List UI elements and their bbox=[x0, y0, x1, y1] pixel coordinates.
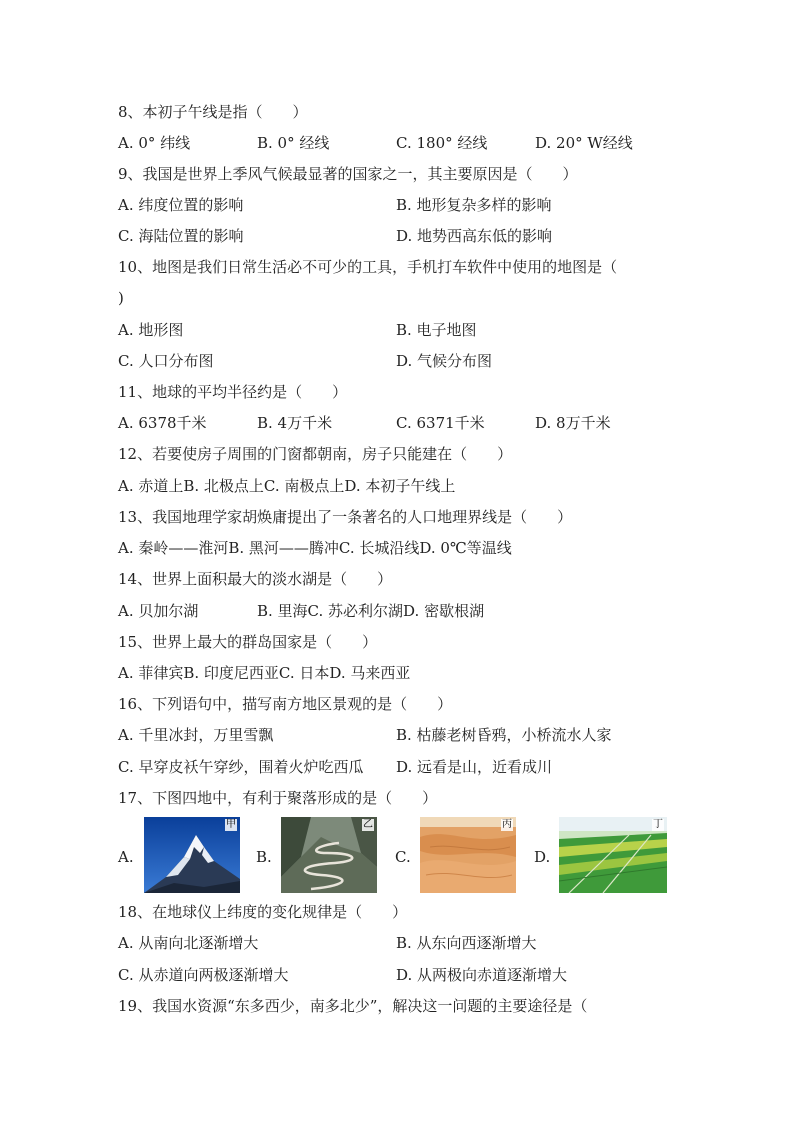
option-d: D. 地势西高东低的影响 bbox=[396, 227, 553, 245]
option-a-tag: 甲 bbox=[226, 819, 236, 830]
option-c: C. 从赤道向两极逐渐增大 bbox=[118, 966, 289, 984]
question-15-stem: 15、世界上最大的群岛国家是（ ） bbox=[118, 633, 378, 651]
option-c: C. 海陆位置的影响 bbox=[118, 227, 244, 245]
option-bcd: B. 里海C. 苏必利尔湖D. 密歇根湖 bbox=[257, 602, 485, 620]
question-16-stem: 16、下列语句中，描写南方地区景观的是（ ） bbox=[118, 695, 453, 713]
option-b: B. 枯藤老树昏鸦，小桥流水人家 bbox=[396, 726, 612, 744]
question-12-stem: 12、若要使房子周围的门窗都朝南，房子只能建在（ ） bbox=[118, 445, 513, 463]
option-b: B. 从东向西逐渐增大 bbox=[396, 934, 537, 952]
option-c-label: C. bbox=[395, 848, 411, 866]
option-a: A. 6378千米 bbox=[118, 414, 207, 432]
option-b-label: B. bbox=[256, 848, 272, 866]
question-17-image-options bbox=[118, 815, 678, 895]
option-c-tag: 丙 bbox=[502, 819, 512, 830]
option-c: C. 早穿皮袄午穿纱，围着火炉吃西瓜 bbox=[118, 758, 364, 776]
option-a: A. 贝加尔湖 bbox=[118, 602, 199, 620]
option-a: A. 从南向北逐渐增大 bbox=[118, 934, 259, 952]
winding-mountain-road-photo bbox=[281, 817, 377, 893]
option-b-tag: 乙 bbox=[363, 819, 373, 830]
option-b: B. 地形复杂多样的影响 bbox=[396, 196, 552, 214]
option-d: D. 气候分布图 bbox=[396, 352, 493, 370]
question-18-stem: 18、在地球仪上纬度的变化规律是（ ） bbox=[118, 903, 408, 921]
desert-dunes-photo bbox=[420, 817, 516, 893]
question-10-stem: 10、地图是我们日常生活必不可少的工具，手机打车软件中使用的地图是（ bbox=[118, 258, 618, 276]
option-d-tag: 丁 bbox=[653, 819, 663, 830]
option-d: D. 从两极向赤道逐渐增大 bbox=[396, 966, 568, 984]
question-13-stem: 13、我国地理学家胡焕庸提出了一条著名的人口地理界线是（ ） bbox=[118, 508, 573, 526]
option-b: B. 电子地图 bbox=[396, 321, 477, 339]
option-a: A. 0° 纬线 bbox=[118, 134, 191, 152]
option-a: A. 纬度位置的影响 bbox=[118, 196, 244, 214]
question-8-stem: 8、本初子午线是指（ ） bbox=[118, 103, 308, 121]
question-12-options: A. 赤道上B. 北极点上C. 南极点上D. 本初子午线上 bbox=[118, 477, 456, 495]
question-9-stem: 9、我国是世界上季风气候最显著的国家之一，其主要原因是（ ） bbox=[118, 165, 578, 183]
question-15-options: A. 菲律宾B. 印度尼西亚C. 日本D. 马来西亚 bbox=[118, 664, 411, 682]
option-c: C. 6371千米 bbox=[396, 414, 485, 432]
question-14-stem: 14、世界上面积最大的淡水湖是（ ） bbox=[118, 570, 393, 588]
option-b: B. 0° 经线 bbox=[257, 134, 330, 152]
option-d: D. 8万千米 bbox=[535, 414, 611, 432]
option-d: D. 20° W经线 bbox=[535, 134, 633, 152]
question-10-stem-cont: ) bbox=[118, 289, 124, 307]
question-11-stem: 11、地球的平均半径约是（ ） bbox=[118, 383, 348, 401]
question-19-stem: 19、我国水资源“东多西少，南多北少”，解决这一问题的主要途径是（ bbox=[118, 997, 588, 1015]
option-a: A. 地形图 bbox=[118, 321, 184, 339]
snow-mountain-photo bbox=[144, 817, 240, 893]
option-b: B. 4万千米 bbox=[257, 414, 333, 432]
option-d: D. 远看是山，近看成川 bbox=[396, 758, 553, 776]
option-c: C. 人口分布图 bbox=[118, 352, 214, 370]
farmland-plain-photo bbox=[559, 817, 667, 893]
option-a: A. 千里冰封，万里雪飘 bbox=[118, 726, 274, 744]
question-17-stem: 17、下图四地中，有利于聚落形成的是（ ） bbox=[118, 789, 438, 807]
option-a-label: A. bbox=[118, 848, 134, 866]
option-d-label: D. bbox=[534, 848, 551, 866]
option-c: C. 180° 经线 bbox=[396, 134, 488, 152]
question-13-options: A. 秦岭——淮河B. 黑河——腾冲C. 长城沿线D. 0℃等温线 bbox=[118, 539, 512, 557]
